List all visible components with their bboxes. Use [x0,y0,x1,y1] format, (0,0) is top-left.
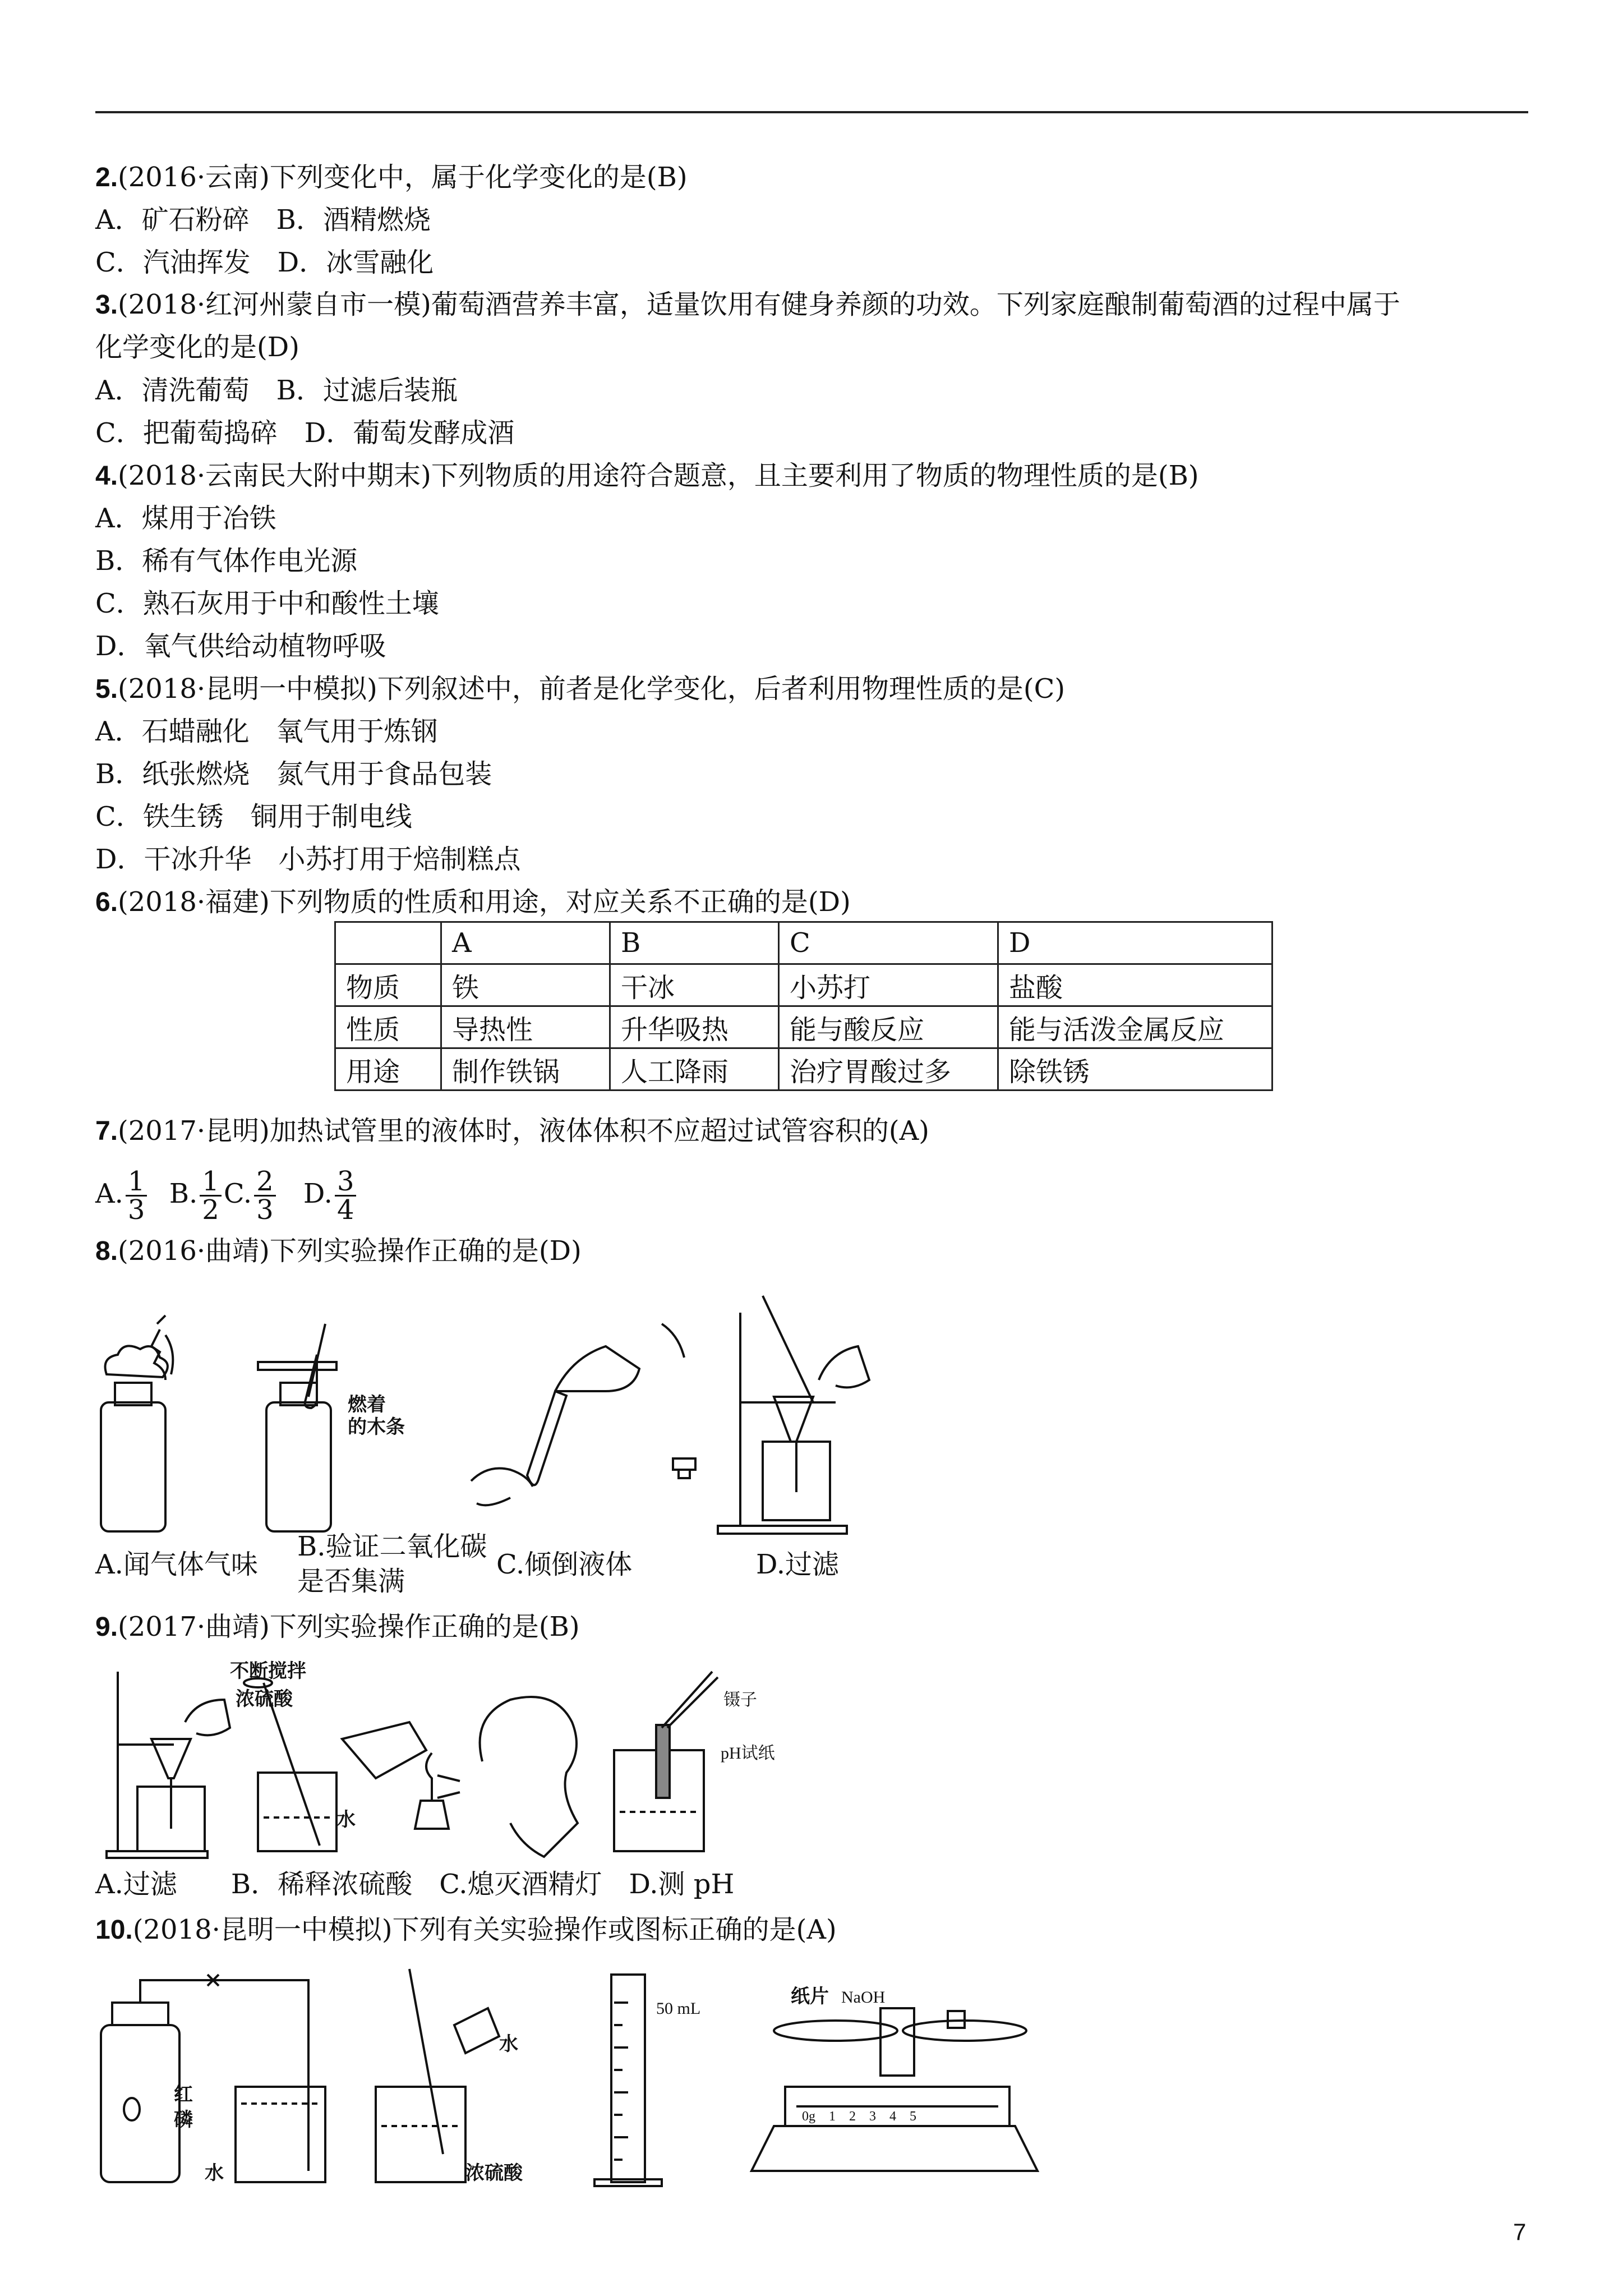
q9-fig-c-blow-lamp [415,1697,578,1857]
table-cell: 升华吸热 [610,1006,779,1048]
table-row [335,964,1272,1006]
page-number: 7 [1513,2219,1527,2245]
table-cell: 小苏打 [779,964,998,1006]
q10-fig-balance [751,2008,1038,2171]
q8-stem: 8.(2016·曲靖)下列实验操作正确的是(D) [95,1235,582,1267]
q4-option-d: D．氧气供给动植物呼吸 [95,631,386,662]
q5-option-d: D．干冰升华 小苏打用于焙制糕点 [95,844,521,875]
q4-stem: 4.(2018·云南民大附中期末)下列物质的用途符合题意，且主要利用了物质的物理性质的是(B) [95,460,1199,491]
q10-label-acid: 浓硫酸 [465,2162,523,2184]
table-header-row [335,922,1272,964]
q9-figure [101,1660,841,1862]
q9-label-stir: 不断搅拌 [230,1660,306,1682]
fraction: $\frac{1}{2}$ [200,1168,222,1223]
table-cell: 物质 [335,964,441,1006]
q9-fig-a-filter [107,1672,230,1858]
q2-stem: 2.(2016·云南)下列变化中，属于化学变化的是(B) [95,162,688,193]
table-cell: 导热性 [441,1006,610,1048]
q2-options-ab: A．矿石粉碎 B．酒精燃烧 [95,204,431,236]
fraction: $\frac{1}{3}$ [126,1168,147,1223]
q8-fig-label-splint2: 的木条 [348,1416,405,1438]
table-cell: 干冰 [610,964,779,1006]
fraction: $\frac{3}{4}$ [335,1168,357,1223]
q3-options-cd: C．把葡萄捣碎 D．葡萄发酵成酒 [95,417,515,449]
q6-table [334,921,1273,1091]
table-cell: 能与活泼金属反应 [998,1006,1272,1048]
q8-caption-a: A.闻气体气味 [95,1549,258,1580]
q10-label-50ml: 50 mL [656,1999,701,2018]
q7-option-d-label: D. [303,1178,333,1209]
table-cell: A [441,922,610,964]
header-rule [95,111,1528,113]
q3-stem: 3.(2018·红河州蒙自市一模)葡萄酒营养丰富，适量饮用有健身养颜的功效。下列家庭酿制葡萄酒的过程中属于 [95,289,1400,320]
q8-fig-d-filter [718,1296,869,1534]
q8-caption-d: D.过滤 [756,1549,840,1580]
table-cell: 性质 [335,1006,441,1048]
q4-option-c: C．熟石灰用于中和酸性土壤 [95,588,439,619]
q9-label-water: 水 [336,1809,356,1831]
table-cell [335,922,441,964]
q8-fig-a-bottle [101,1315,173,1531]
q4-option-a: A．煤用于冶铁 [95,503,276,534]
q10-fig-red-phosphorus [101,1975,325,2182]
q8-fig-c-pour [471,1324,695,1505]
q10-label-water2: 水 [499,2033,518,2055]
table-cell: B [610,922,779,964]
q5-option-b: B．纸张燃烧 氮气用于食品包装 [95,758,492,790]
q9-fig-d-ph [614,1672,718,1851]
q7-option-c-label: C. [223,1178,252,1209]
table-cell: 铁 [441,964,610,1006]
q9-label-ph: pH试纸 [721,1744,775,1763]
q8-fig-b-bottle [258,1324,336,1531]
fraction: $\frac{2}{3}$ [254,1168,276,1223]
q10-label-phosphorus: 磷 [174,2109,193,2131]
table-row [335,1048,1272,1091]
q3-options-ab: A．清洗葡萄 B．过滤后装瓶 [95,375,458,406]
table-cell: 盐酸 [998,964,1272,1006]
q9-label-tweezers: 镊子 [723,1691,757,1709]
q10-label-paper: 纸片 [791,1985,829,2008]
q9-stem: 9.(2017·曲靖)下列实验操作正确的是(B) [95,1611,580,1642]
q8-caption-c: C.倾倒液体 [496,1549,633,1580]
q10-stem: 10.(2018·昆明一中模拟)下列有关实验操作或图标正确的是(A) [95,1914,837,1945]
q7-option-a-label: A. [95,1178,123,1209]
q10-label-red: 红 [174,2083,193,2106]
table-cell: 制作铁锅 [441,1048,610,1091]
table-cell: 治疗胃酸过多 [779,1048,998,1091]
q9-captions: A.过滤 B．稀释浓硫酸 C.熄灭酒精灯 D.测 pH [95,1869,735,1900]
q10-fig-dilute [376,1969,499,2182]
table-cell: 用途 [335,1048,441,1091]
q8-fig-label-splint: 燃着 [348,1393,386,1416]
q5-option-c: C．铁生锈 铜用于制电线 [95,801,412,832]
q3-stem-cont: 化学变化的是(D) [95,332,299,363]
table-cell: 人工降雨 [610,1048,779,1091]
q7-option-b-label: B. [169,1178,198,1209]
q5-stem: 5.(2018·昆明一中模拟)下列叙述中，前者是化学变化，后者利用物理性质的是(C) [95,673,1066,705]
q2-options-cd: C．汽油挥发 D．冰雪融化 [95,247,434,278]
q7-stem: 7.(2017·昆明)加热试管里的液体时，液体体积不应超过试管容积的(A) [95,1115,930,1147]
table-row [335,1006,1272,1048]
table-cell: 除铁锈 [998,1048,1272,1091]
q10-figure [95,1958,1161,2193]
q5-option-a: A．石蜡融化 氧气用于炼钢 [95,716,438,747]
q6-stem: 6.(2018·福建)下列物质的性质和用途，对应关系不正确的是(D) [95,886,851,918]
table-cell: D [998,922,1272,964]
q10-label-water: 水 [205,2162,224,2184]
table-cell: C [779,922,998,964]
q9-label-acid: 浓硫酸 [236,1688,293,1710]
q8-figure [90,1290,892,1537]
q8-caption-b1: B.验证二氧化碳 [297,1531,487,1562]
q7-options [95,1166,358,1226]
table-cell: 能与酸反应 [779,1006,998,1048]
q4-option-b: B．稀有气体作电光源 [95,545,358,577]
q10-scale-ticks: 0g 1 2 3 4 5 [802,2109,916,2124]
q10-fig-cylinder [594,1975,662,2186]
q8-caption-b2: 是否集满 [297,1566,405,1597]
q10-label-naoh: NaOH [841,1988,886,2007]
